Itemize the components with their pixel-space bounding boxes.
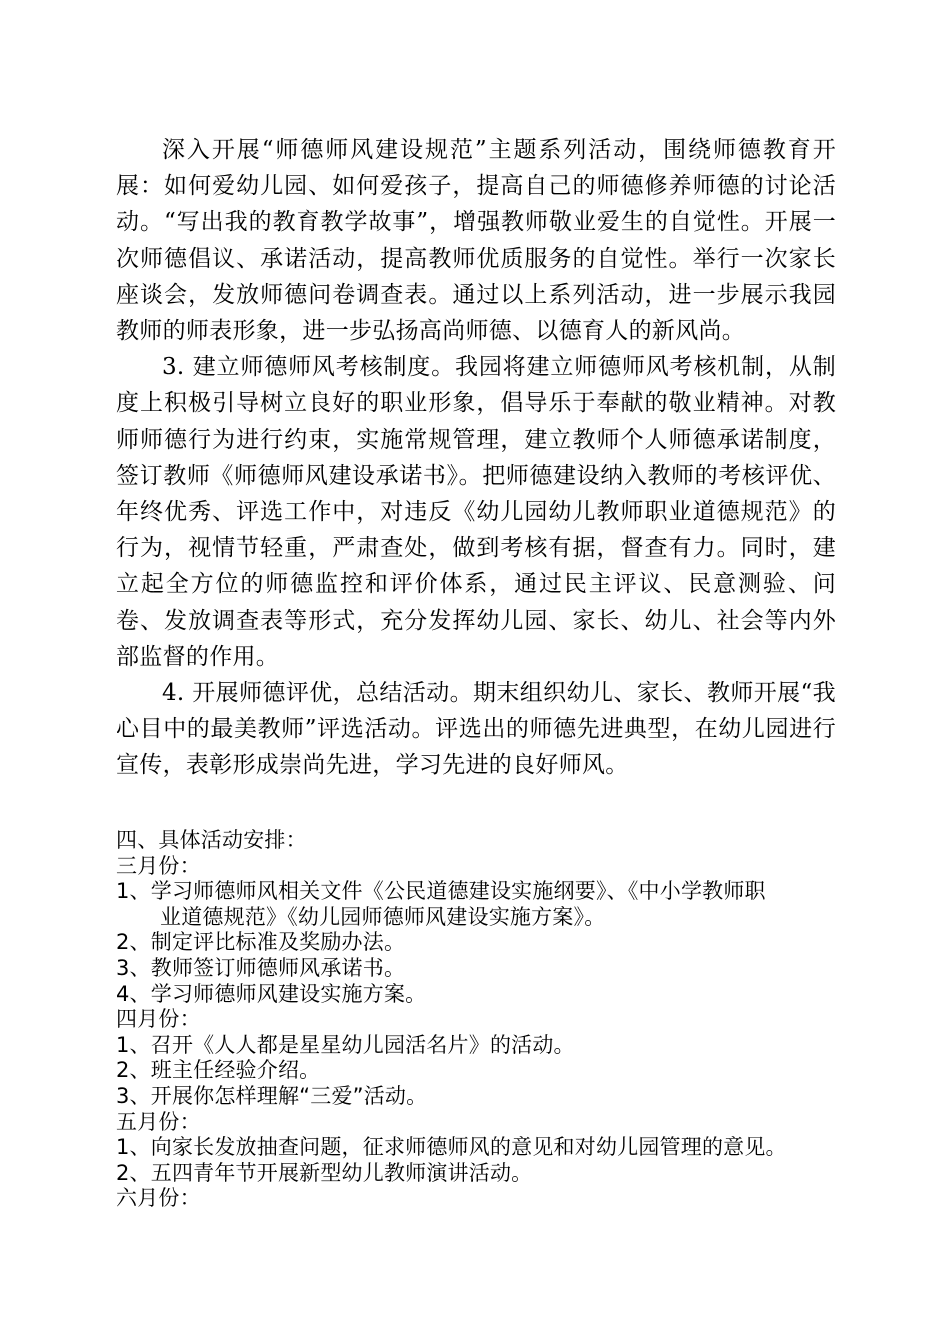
paragraph-activities: 深入开展“师德师风建设规范”主题系列活动，围绕师德教育开展：如何爱幼儿园、如何爱孩子，提高自己的师德修养师德的讨论活动。“写出我的教育教学故事”，增强教师敬业爱生的自觉性。开展一次师德倡议、承诺活动，提高教师优质服务的自觉性。举行一次家长座谈会，发放师德问卷调查表。通过以上系列活动，进一步展示我园教师的师表形象，进一步弘扬高尚师德、以德育人的新风尚。 [116,137,836,345]
list-item: 1、召开《人人都是星星幼儿园活名片》的活动。 [116,1032,575,1057]
list-item: 1、学习师德师风相关文件《公民道德建设实施纲要》、《中小学教师职 [116,879,766,904]
paragraph-assessment-system: 3. 建立师德师风考核制度。我园将建立师德师风考核机制，从制度上积极引导树立良好的职业形象，倡导乐于奉献的敬业精神。对教师师德行为进行约束，实施常规管理，建立教师个人师德承诺制度，签订教师《师德师风建设承诺书》。把师德建设纳入教师的考核评优、年终优秀、评选工作中，对违反《幼儿园幼儿教师职业道德规范》的行为，视情节轻重，严肃查处，做到考核有据，督查有力。同时，建立起全方位的师德监控和评价体系，通过民主评议、民意测验、问卷、发放调查表等形式，充分发挥幼儿园、家长、幼儿、社会等内外部监督的作用。 [116,354,836,670]
list-item: 2、班主任经验介绍。 [116,1058,321,1083]
list-item: 3、教师签订师德师风承诺书。 [116,955,406,980]
month-label-march: 三月份： [116,853,201,878]
list-item: 4、学习师德师风建设实施方案。 [116,981,427,1006]
schedule-heading: 四、具体活动安排： [116,828,307,852]
list-item: 2、五四青年节开展新型幼儿教师演讲活动。 [116,1160,533,1185]
list-item: 1、向家长发放抽查问题，征求师德师风的意见和对幼儿园管理的意见。 [116,1135,787,1160]
list-item: 3、开展你怎样理解“三爱”活动。 [116,1083,428,1108]
paragraph-evaluation: 4. 开展师德评优，总结活动。期末组织幼儿、家长、教师开展“我心目中的最美教师”评选活动。评选出的师德先进典型，在幼儿园进行宣传，表彰形成崇尚先进，学习先进的良好师风。 [116,680,836,779]
list-item: 2、制定评比标准及奖励办法。 [116,930,406,955]
list-item-continuation: 业道德规范》《幼儿园师德师风建设实施方案》。 [160,904,606,929]
month-label-may: 五月份： [116,1109,201,1134]
month-label-june: 六月份： [116,1186,201,1211]
month-label-april: 四月份： [116,1007,201,1032]
body-text [116,132,836,784]
activity-schedule [116,828,856,1212]
